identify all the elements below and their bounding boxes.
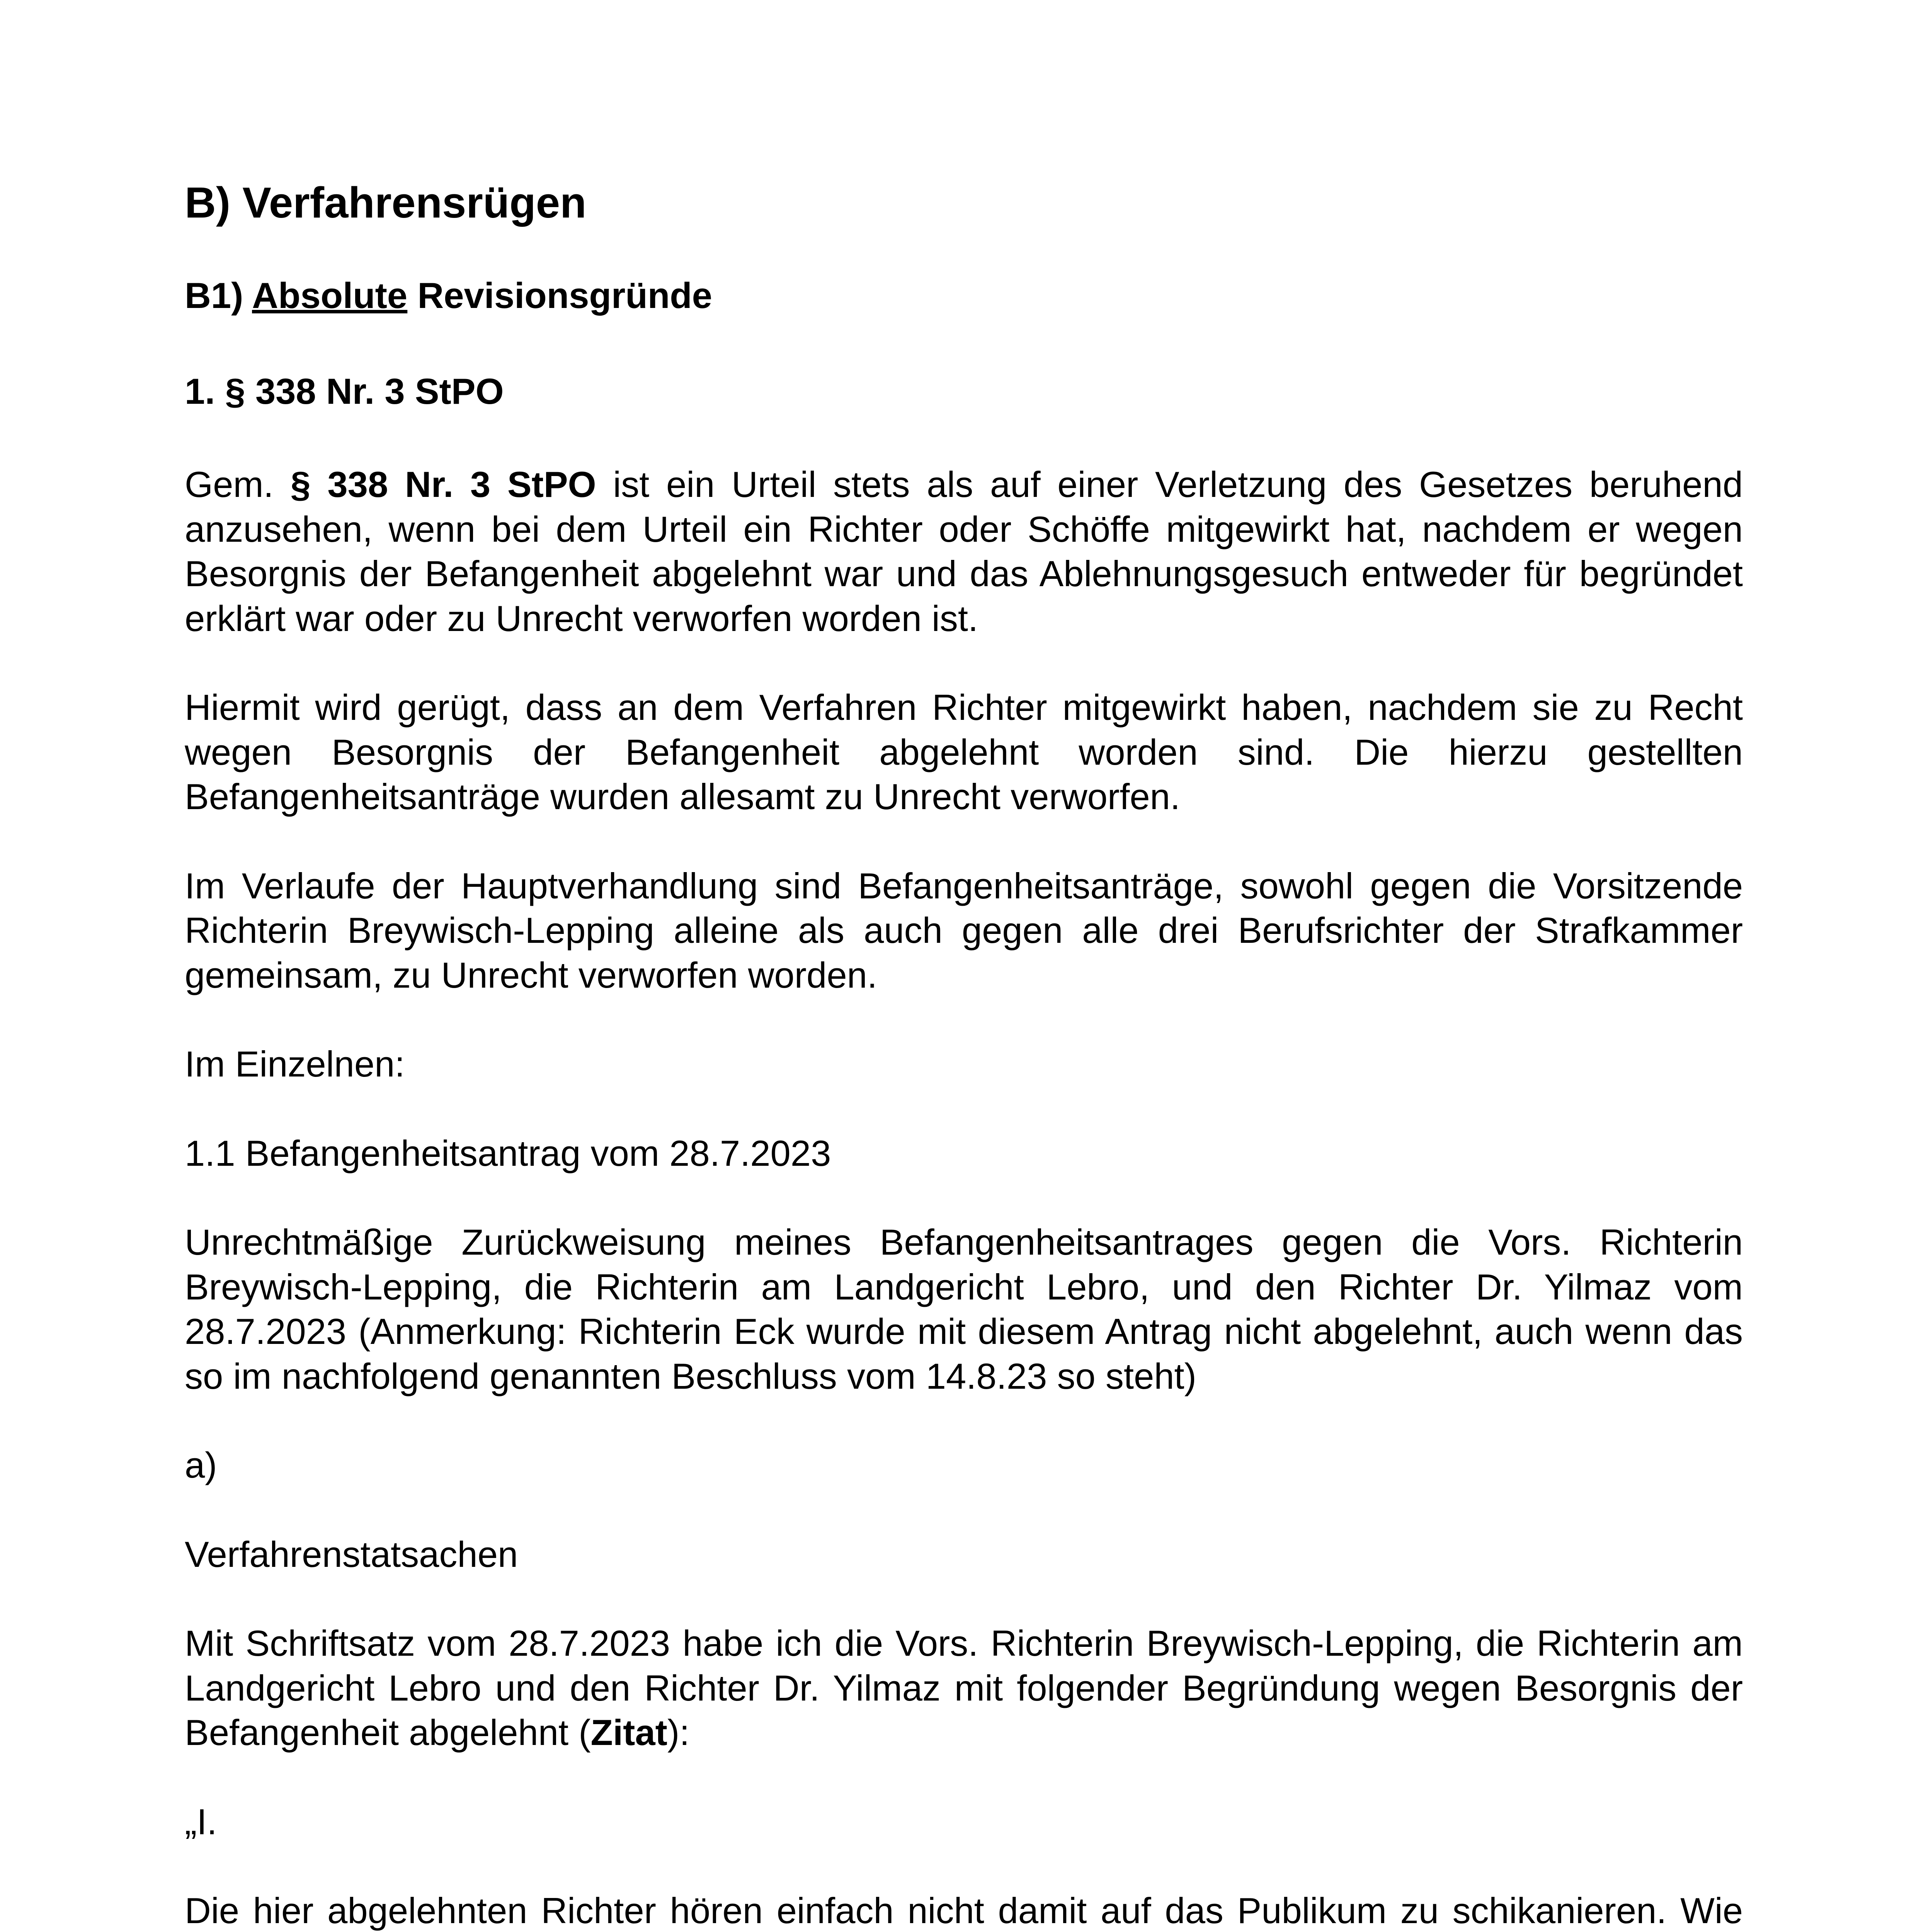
paragraph-gem	[185, 462, 1743, 641]
heading-b1-suffix: Revisionsgründe	[407, 275, 712, 316]
gem-bold: § 338 Nr. 3 StPO	[290, 464, 596, 505]
paragraph-a: a)	[185, 1445, 217, 1485]
paragraph-publikum: Die hier abgelehnten Richter hören einfach nicht damit auf das Publikum zu schikanieren. Wie	[185, 1890, 1743, 1931]
paragraph-unrechtmaessig: Unrechtmäßige Zurückweisung meines Befangenheitsantrages gegen die Vors. Richterin Breywisch-Lepping, die Richterin am Landgericht Lebro, und den Richter Dr. Yilmaz vom 28.7.2023 (Anmerkung: Richterin Eck wurde mit diesem Antrag nicht abgelehnt, auch wenn das so im nachfolgend genannten Beschluss vom 14.8.23 so steht)	[185, 1222, 1743, 1396]
paragraph-roman-i: „I.	[185, 1801, 217, 1842]
paragraph-verfahrenstatsachen: Verfahrenstatsachen	[185, 1534, 518, 1575]
gem-pre: Gem.	[185, 464, 291, 505]
section-heading-1: 1. § 338 Nr. 3 StPO	[185, 371, 504, 412]
section-heading-b: B) Verfahrensrügen	[185, 179, 587, 227]
heading-b1-prefix: B1)	[185, 275, 252, 316]
schriftsatz-pre: Mit Schriftsatz vom 28.7.2023 habe ich die Vors. Richterin Breywisch-Lepping, die Richterin am Landgericht Lebro und den Richter Dr. Yilmaz mit folgender Begründung wegen Besorgnis der Befangenheit abgelehnt (	[185, 1623, 1743, 1753]
schriftsatz-bold: Zitat	[590, 1712, 667, 1753]
section-heading-b1	[185, 270, 1743, 321]
paragraph-schriftsatz	[185, 1621, 1743, 1755]
schriftsatz-post: ):	[667, 1712, 690, 1753]
page-content	[185, 174, 1743, 1932]
heading-b1-underlined: Absolute	[252, 275, 408, 316]
paragraph-1-1: 1.1 Befangenheitsantrag vom 28.7.2023	[185, 1133, 831, 1173]
paragraph-im-einzelnen: Im Einzelnen:	[185, 1044, 405, 1084]
paragraph-verlauf: Im Verlaufe der Hauptverhandlung sind Befangenheitsanträge, sowohl gegen die Vorsitzende Richterin Breywisch-Lepping alleine als auch gegen alle drei Berufsrichter der Strafkammer gemeinsam, zu Unrecht verworfen worden.	[185, 865, 1743, 995]
paragraph-hiermit: Hiermit wird gerügt, dass an dem Verfahren Richter mitgewirkt haben, nachdem sie zu Recht wegen Besorgnis der Befangenheit abgelehnt worden sind. Die hierzu gestellten Befangenheitsanträge wurden allesamt zu Unrecht verworfen.	[185, 687, 1743, 817]
gem-post: ist ein Urteil stets als auf einer Verletzung des Gesetzes beruhend anzusehen, wenn bei dem Urteil ein Richter oder Schöffe mitgewirkt hat, nachdem er wegen Besorgnis der Befangenheit abgelehnt war und das Ablehnungsgesuch entweder für begründet erklärt war oder zu Unrecht verworfen worden ist.	[185, 464, 1743, 639]
